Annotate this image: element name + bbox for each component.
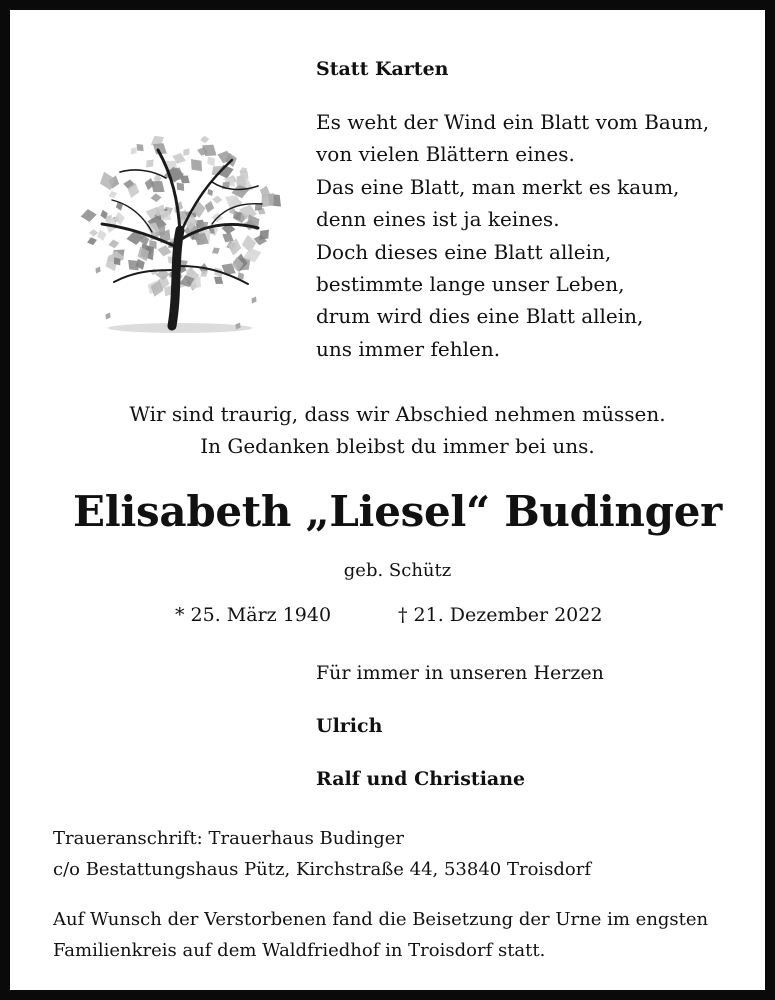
leaf-shape [200,135,210,143]
address-line: Traueranschrift: Trauerhaus Budinger [53,828,405,849]
poem-line: von vielen Blättern eines. [316,142,575,167]
leaf-shape [96,228,108,242]
leaf-shape [143,157,157,171]
poem-line: Das eine Blatt, man merkt es kaum, [316,174,680,199]
poem [316,106,709,365]
leaf-shape [80,208,98,223]
farewell-line: In Gedanken bleibst du immer bei uns. [200,434,595,458]
heading: Statt Karten [316,58,449,80]
leaf-shape [203,200,216,214]
poem-line: denn eines ist ja keines. [316,207,560,232]
leaf-shape [86,236,98,247]
burial-note [53,904,708,966]
leaf-shape [108,239,120,250]
falling-leaf-shape [103,311,112,321]
forever-line: Für immer in unseren Herzen [316,662,604,684]
leaf-shape [212,195,223,204]
tree-illustration [62,120,292,340]
maiden-name: geb. Schütz [343,560,452,581]
death-date: † 21. Dezember 2022 [398,604,603,626]
farewell-text [20,398,775,462]
falling-leaf-shape [93,265,102,275]
birth-date: * 25. März 1940 [175,604,332,626]
signature-ulrich: Ulrich [316,715,383,737]
deceased-name: Elisabeth „Liesel“ Budinger [73,487,722,536]
poem-line: Es weht der Wind ein Blatt vom Baum, [316,110,710,134]
burial-line: Auf Wunsch der Verstorbenen fand die Beisetzung der Urne im engsten [53,909,709,930]
signature-ralf-christiane: Ralf und Christiane [316,768,526,790]
poem-line: Doch dieses eine Blatt allein, [316,239,612,264]
poem-line: bestimmte lange unser Leben, [316,272,625,297]
farewell-line: Wir sind traurig, dass wir Abschied nehmen müssen. [129,402,666,426]
leaf-shape [210,245,222,256]
address-line: c/o Bestattungshaus Pütz, Kirchstraße 44, 53840 Troisdorf [53,859,592,880]
falling-leaf-shape [249,295,258,305]
leaf-shape [150,193,162,203]
burial-line: Familienkreis auf dem Waldfriedhof in Troisdorf statt. [53,940,546,961]
leaf-shape [107,189,119,199]
leaf-shape [186,155,207,176]
leaf-shape [89,229,98,237]
poem-line: drum wird dies eine Blatt allein, [316,304,644,329]
mourning-address [53,823,591,885]
poem-line: uns immer fehlen. [316,336,501,361]
